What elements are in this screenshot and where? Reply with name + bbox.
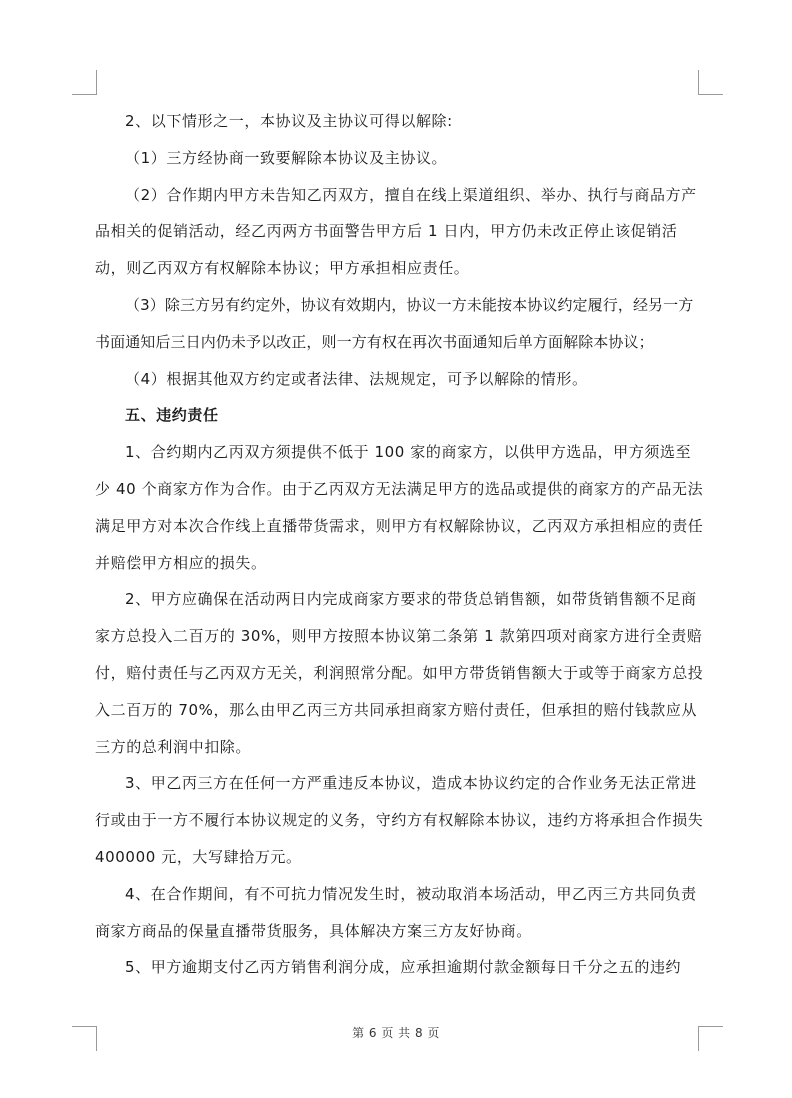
section-heading-liability: 五、违约责任	[125, 406, 219, 425]
crop-mark-top-right	[698, 70, 723, 95]
paragraph-liability-5: 5、甲方逾期支付乙丙方销售利润分成，应承担逾期付款金额每日千分之五的违约	[125, 958, 682, 977]
document-body	[95, 103, 705, 986]
paragraph-liability-2: 2、甲方应确保在活动两日内完成商家方要求的带货总销售额，如带货销售额不足商家方总投入二百万的 30%，则甲方按照本协议第二条第 1 款第四项对商家方进行全责赔付，赔付责任与乙丙双方无关，利润照常分配。如甲方带货销售额大于或等于商家方总投入二百万的 70%，那么由甲乙丙三方共同承担商家方赔付责任，但承担的赔付钱款应从三方的总利润中扣除。	[95, 590, 704, 756]
page-number-footer: 第 6 页 共 8 页	[352, 1026, 440, 1040]
paragraph-clause-3: （3）除三方另有约定外，协议有效期内，协议一方未能按本协议约定履行，经另一方书面通知后三日内仍未予以改正，则一方有权在再次书面通知后单方面解除本协议；	[95, 295, 694, 351]
paragraph-liability-4: 4、在合作期间，有不可抗力情况发生时，被动取消本场活动，甲乙丙三方共同负责商家方商品的保量直播带货服务，具体解决方案三方友好协商。	[95, 884, 697, 940]
crop-mark-top-left	[72, 70, 97, 95]
paragraph-clause-2: （2）合作期内甲方未告知乙丙双方，擅自在线上渠道组织、举办、执行与商品方产品相关的促销活动，经乙丙两方书面警告甲方后 1 日内，甲方仍未改正停止该促销活动，则乙丙双方有权解除本协议；甲方承担相应责任。	[95, 185, 697, 278]
paragraph-clause-1: （1）三方经协商一致要解除本协议及主协议。	[125, 148, 448, 167]
paragraph-clause-4: （4）根据其他双方约定或者法律、法规规定，可予以解除的情形。	[125, 369, 588, 388]
paragraph-liability-3: 3、甲乙丙三方在任何一方严重违反本协议，造成本协议约定的合作业务无法正常进行或由于一方不履行本协议规定的义务，守约方有权解除本协议，违约方将承担合作损失 400000 元，大写肆拾万元。	[95, 774, 704, 866]
paragraph-liability-1: 1、合约期内乙丙双方须提供不低于 100 家的商家方，以供甲方选品，甲方须选至少 40 个商家方作为合作。由于乙丙双方无法满足甲方的选品或提供的商家方的产品无法满足甲方对本次合作线上直播带货需求，则甲方有权解除协议，乙丙双方承担相应的责任并赔偿甲方相应的损失。	[95, 443, 704, 572]
paragraph-termination-intro: 2、以下情形之一，本协议及主协议可得以解除:	[125, 112, 453, 130]
